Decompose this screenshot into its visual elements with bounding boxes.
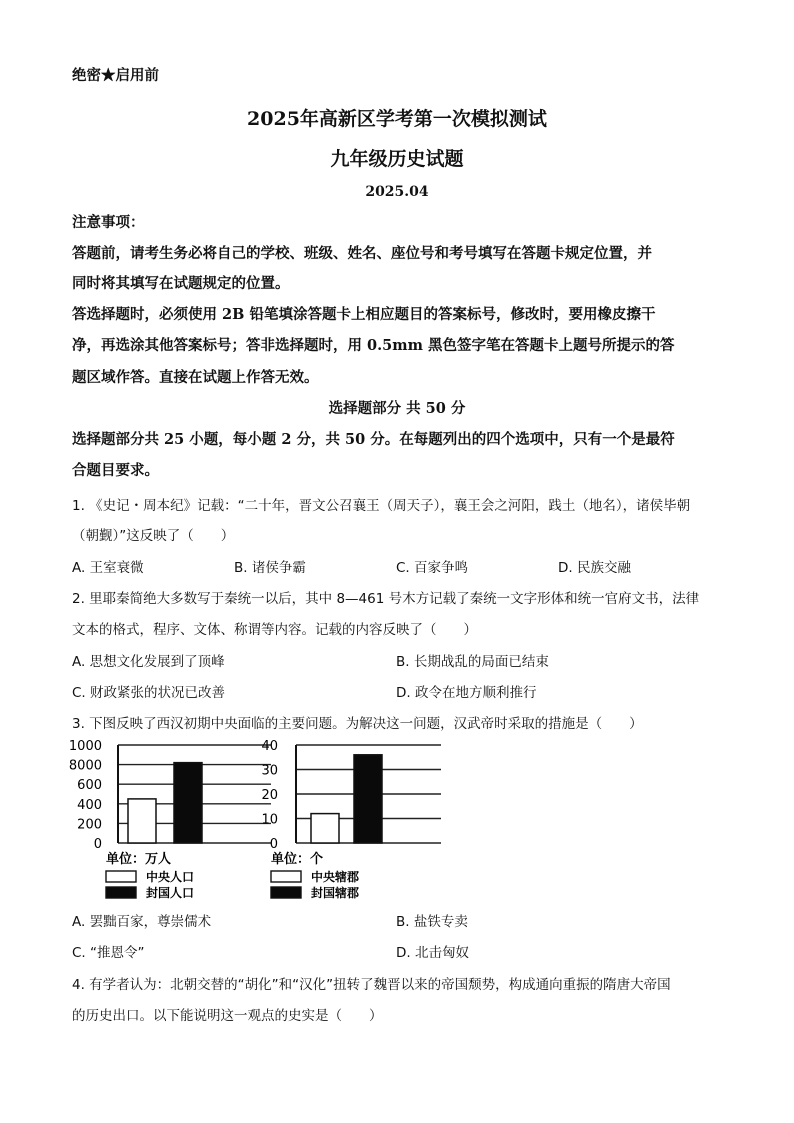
question-3-option-d: D. 北击匈奴 xyxy=(396,945,469,961)
notice-line: 答选择题时，必须使用 2B 铅笔填涂答题卡上相应题目的答案标号，修改时，要用橡皮擦干 xyxy=(72,306,656,323)
classification-label: 绝密★启用前 xyxy=(72,67,159,84)
exam-subtitle: 九年级历史试题 xyxy=(330,148,464,170)
legend-label: 中央辖郡 xyxy=(311,870,360,884)
notice-heading: 注意事项： xyxy=(72,214,145,231)
question-2-option-b: B. 长期战乱的局面已结束 xyxy=(396,654,549,670)
legend-label: 中央人口 xyxy=(146,870,195,884)
question-4-stem: 4. 有学者认为：北朝交替的“胡化”和“汉化”扭转了魏晋以来的帝国颓势，构成通向重振的隋唐大帝国 xyxy=(72,977,671,993)
question-3-option-a: A. 罢黜百家，尊崇儒术 xyxy=(72,914,212,930)
tick-label: 10 xyxy=(261,812,278,828)
question-2-stem: 文本的格式，程序、文体、称谓等内容。记载的内容反映了（ ） xyxy=(72,622,477,638)
question-1-option-b: B. 诸侯争霸 xyxy=(234,560,306,576)
bar-中央辖郡 xyxy=(311,814,339,843)
tick-label: 8000 xyxy=(68,758,102,774)
tick-label: 30 xyxy=(261,763,278,779)
notice-line: 净，再选涂其他答案标号；答非选择题时，用 0.5mm 黑色签字笔在答题卡上题号所提示的答 xyxy=(72,337,675,354)
section-intro-line: 选择题部分共 25 小题，每小题 2 分，共 50 分。在每题列出的四个选项中，只有一个是最符 xyxy=(72,431,675,448)
commandery-chart xyxy=(261,739,441,900)
question-3-option-c: C. “推恩令” xyxy=(72,945,145,961)
legend-label: 封国人口 xyxy=(146,886,195,900)
legend-label: 封国辖郡 xyxy=(311,886,360,900)
exam-date: 2025.04 xyxy=(365,184,429,200)
unit-label: 单位：万人 xyxy=(106,852,172,867)
tick-label: 1000 xyxy=(68,739,102,754)
question-1-option-d: D. 民族交融 xyxy=(558,560,631,576)
exam-title: 2025年高新区学考第一次模拟测试 xyxy=(247,108,547,130)
notice-line: 同时将其填写在试题规定的位置。 xyxy=(72,275,290,292)
population-chart xyxy=(69,739,271,900)
question-2-option-a: A. 思想文化发展到了顶峰 xyxy=(72,654,225,670)
notice-line: 题区域作答。直接在试题上作答无效。 xyxy=(72,369,319,386)
tick-label: 0 xyxy=(93,837,102,852)
question-2-stem: 2. 里耶秦简绝大多数写于秦统一以后，其中 8—461 号木方记载了秦统一文字形体和统一官府文书，法律 xyxy=(72,591,700,607)
legend-swatch xyxy=(271,871,301,882)
unit-label: 单位：个 xyxy=(271,852,324,867)
question-3-stem: 3. 下图反映了西汉初期中央面临的主要问题。为解决这一问题，汉武帝时采取的措施是（ ） xyxy=(72,716,643,732)
section-intro-line: 合题目要求。 xyxy=(72,462,159,479)
bar-封国辖郡 xyxy=(354,755,382,843)
question-3-option-b: B. 盐铁专卖 xyxy=(396,914,468,930)
tick-label: 20 xyxy=(261,788,278,803)
bar-封国人口 xyxy=(174,763,202,843)
question-1-stem: （朝觐）”这反映了（ ） xyxy=(72,528,235,544)
question-2-option-d: D. 政令在地方顺利推行 xyxy=(396,685,537,701)
notice-line: 答题前，请考生务必将自己的学校、班级、姓名、座位号和考号填写在答题卡规定位置，并 xyxy=(72,245,652,262)
tick-label: 200 xyxy=(77,817,102,833)
question-2-option-c: C. 财政紧张的状况已改善 xyxy=(72,685,226,701)
bar-中央人口 xyxy=(128,799,156,843)
legend-swatch xyxy=(106,871,136,882)
tick-label: 40 xyxy=(261,739,278,754)
question-3-figure xyxy=(66,735,486,905)
tick-label: 600 xyxy=(77,778,102,794)
question-1-option-c: C. 百家争鸣 xyxy=(396,560,469,576)
section-heading: 选择题部分 共 50 分 xyxy=(328,400,466,417)
tick-label: 0 xyxy=(269,837,278,852)
legend-swatch xyxy=(271,887,301,898)
question-1-option-a: A. 王室衰微 xyxy=(72,560,144,576)
legend-swatch xyxy=(106,887,136,898)
question-1-stem: 1. 《史记・周本纪》记载：“二十年，晋文公召襄王（周天子），襄王会之河阳，践土（地名），诸侯毕朝 xyxy=(72,498,691,514)
question-4-stem: 的历史出口。以下能说明这一观点的史实是（ ） xyxy=(72,1008,383,1024)
tick-label: 400 xyxy=(77,797,102,813)
